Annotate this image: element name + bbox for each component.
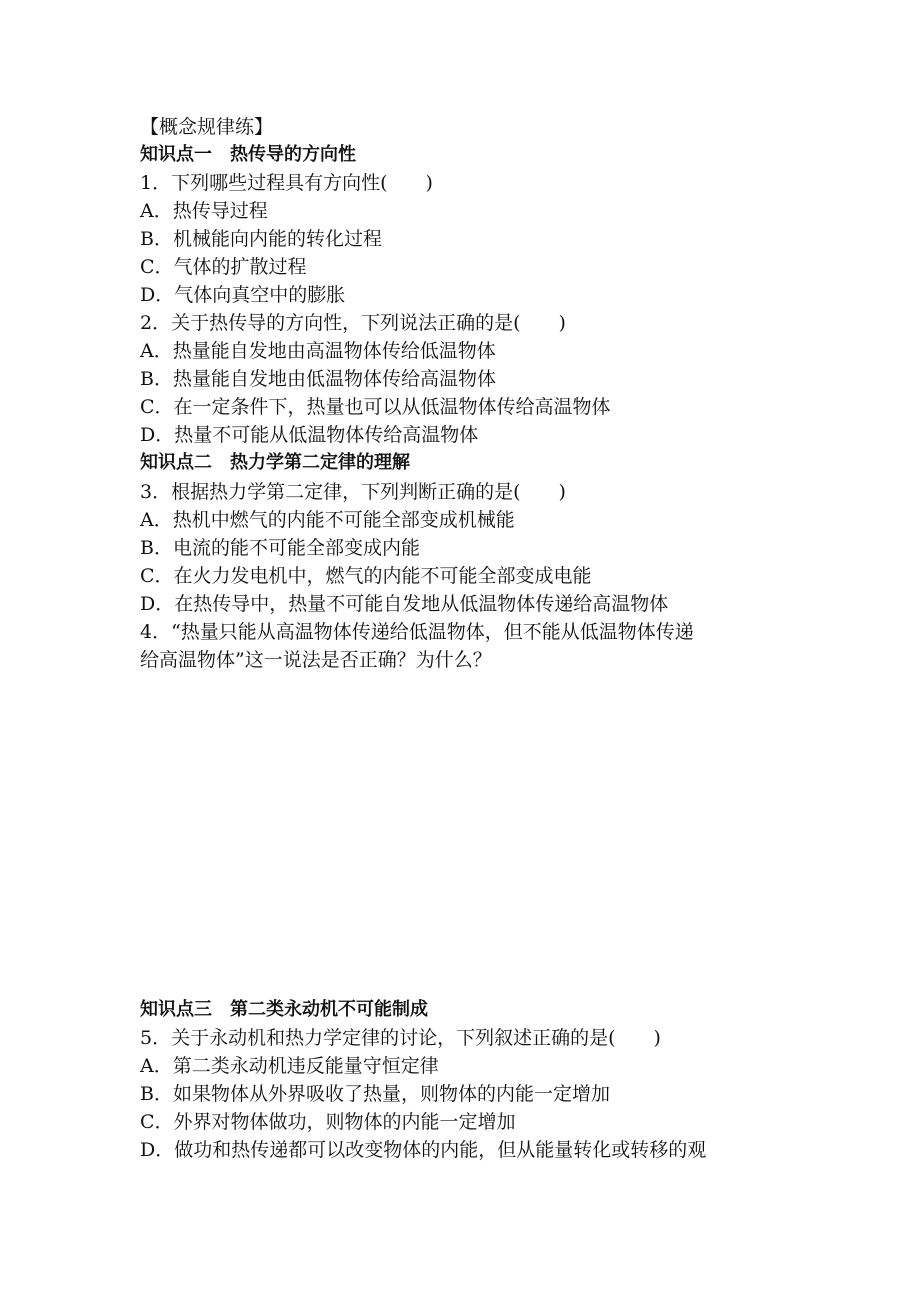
kp3-heading: 知识点三 第二类永动机不可能制成 — [140, 999, 428, 1020]
q4-line-1: 4．“热量只能从高温物体传递给低温物体，但不能从低温物体传递 — [140, 621, 694, 643]
q5-option-b: B．如果物体从外界吸收了热量，则物体的内能一定增加 — [140, 1083, 610, 1105]
q3-stem: 3．根据热力学第二定律，下列判断正确的是( ) — [140, 481, 566, 503]
q5-option-a: A．第二类永动机违反能量守恒定律 — [140, 1055, 439, 1077]
q2-option-a: A．热量能自发地由高温物体传给低温物体 — [140, 340, 496, 362]
q5-option-d: D．做功和热传递都可以改变物体的内能，但从能量转化或转移的观 — [140, 1139, 707, 1161]
q2-option-d: D．热量不可能从低温物体传给高温物体 — [140, 424, 479, 446]
q5-option-c: C．外界对物体做功，则物体的内能一定增加 — [140, 1111, 516, 1133]
q3-option-b: B．电流的能不可能全部变成内能 — [140, 537, 420, 559]
section-title: 【概念规律练】 — [140, 116, 274, 138]
q5-stem: 5．关于永动机和热力学定律的讨论，下列叙述正确的是( ) — [140, 1027, 661, 1049]
q1-option-d: D．气体向真空中的膨胀 — [140, 284, 346, 306]
kp1-heading: 知识点一 热传导的方向性 — [140, 144, 356, 165]
q2-stem: 2．关于热传导的方向性，下列说法正确的是( ) — [140, 312, 566, 334]
kp2-heading: 知识点二 热力学第二定律的理解 — [140, 452, 410, 473]
q2-option-c: C．在一定条件下，热量也可以从低温物体传给高温物体 — [140, 396, 611, 418]
q3-option-c: C．在火力发电机中，燃气的内能不可能全部变成电能 — [140, 565, 592, 587]
q1-stem: 1．下列哪些过程具有方向性( ) — [140, 172, 433, 194]
q1-option-c: C．气体的扩散过程 — [140, 256, 307, 278]
q1-option-a: A．热传导过程 — [140, 200, 268, 222]
q1-option-b: B．机械能向内能的转化过程 — [140, 228, 382, 250]
q4-line-2: 给高温物体”这一说法是否正确？为什么？ — [140, 649, 492, 671]
q3-option-d: D．在热传导中，热量不可能自发地从低温物体传递给高温物体 — [140, 593, 669, 615]
q3-option-a: A．热机中燃气的内能不可能全部变成机械能 — [140, 509, 515, 531]
q2-option-b: B．热量能自发地由低温物体传给高温物体 — [140, 368, 496, 390]
